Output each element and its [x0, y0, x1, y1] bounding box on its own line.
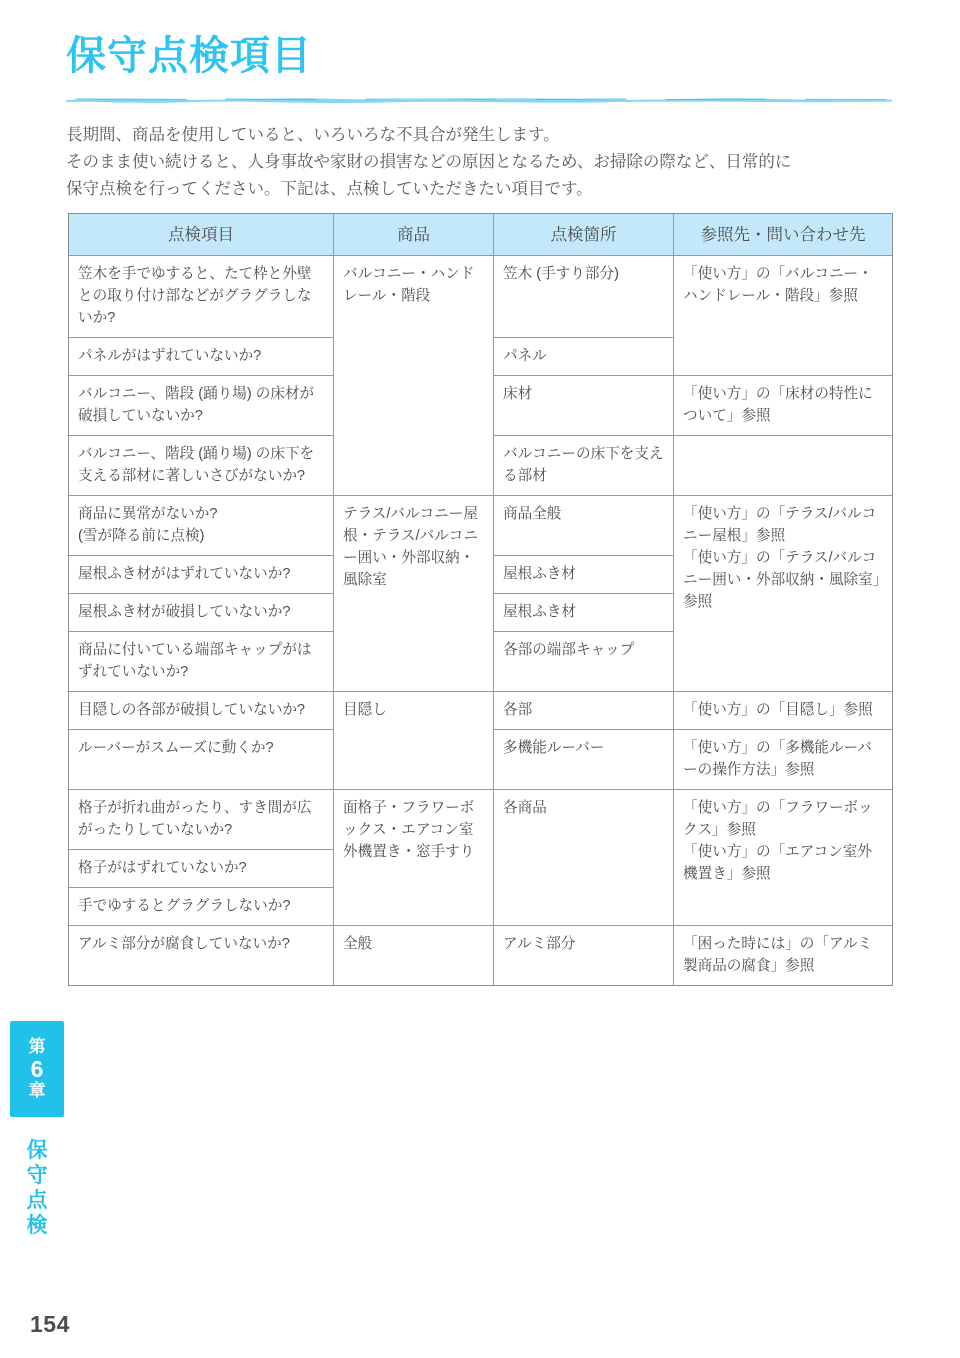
column-header-reference-contact: 参照先・問い合わせ先	[674, 214, 893, 256]
title-underline-decoration	[66, 96, 892, 103]
chapter-tab-prefix: 第	[28, 1037, 46, 1057]
table-header-row	[69, 214, 893, 256]
chapter-name-char: 検	[26, 1214, 48, 1237]
cell-product: バルコニー・ハンドレール・階段	[334, 256, 494, 496]
cell-inspection-item: 屋根ふき材がはずれていないか?	[69, 556, 334, 594]
chapter-name-char: 点	[26, 1189, 48, 1212]
intro-line-2: そのまま使い続けると、人身事故や家財の損害などの原因となるため、お掃除の際など、日常的に	[66, 153, 792, 171]
cell-inspection-item: ルーバーがスムーズに動くか?	[69, 730, 334, 790]
page-number: 154	[30, 1311, 70, 1337]
table-row	[69, 496, 893, 556]
cell-reference: 「困った時には」の「アルミ製商品の腐食」参照	[674, 926, 893, 986]
inspection-table	[68, 213, 893, 986]
cell-inspection-item: パネルがはずれていないか?	[69, 338, 334, 376]
chapter-tab	[10, 1021, 64, 1117]
column-header-inspection-location: 点検箇所	[494, 214, 674, 256]
cell-inspection-item: 格子がはずれていないか?	[69, 850, 334, 888]
cell-inspection-item: 格子が折れ曲がったり、すき間が広がったりしていないか?	[69, 790, 334, 850]
cell-inspection-location: 各部の端部キャップ	[494, 632, 674, 692]
cell-product: 全般	[334, 926, 494, 986]
table-body	[69, 256, 893, 986]
cell-inspection-item: 屋根ふき材が破損していないか?	[69, 594, 334, 632]
chapter-tab-suffix: 章	[28, 1081, 46, 1101]
cell-reference: 「使い方」の「床材の特性について」参照	[674, 376, 893, 436]
cell-inspection-item: 笠木を手でゆすると、たて枠と外壁との取り付け部などがグラグラしないか?	[69, 256, 334, 338]
intro-line-1: 長期間、商品を使用していると、いろいろな不具合が発生します。	[66, 126, 560, 144]
table-row	[69, 790, 893, 850]
cell-reference: 「使い方」の「テラス/バルコニー屋根」参照 「使い方」の「テラス/バルコニー囲い・外部収納・風除室」参照	[674, 496, 893, 692]
cell-inspection-location: アルミ部分	[494, 926, 674, 986]
chapter-name-vertical	[22, 1138, 52, 1238]
cell-reference: 「使い方」の「多機能ルーバーの操作方法」参照	[674, 730, 893, 790]
column-header-product: 商品	[334, 214, 494, 256]
chapter-name-char: 保	[26, 1139, 48, 1162]
cell-inspection-item: アルミ部分が腐食していないか?	[69, 926, 334, 986]
cell-inspection-item: 手でゆするとグラグラしないか?	[69, 888, 334, 926]
intro-line-3: 保守点検を行ってください。下記は、点検していただきたい項目です。	[66, 180, 593, 198]
cell-inspection-location: 各部	[494, 692, 674, 730]
table-row	[69, 256, 893, 338]
cell-inspection-location: 屋根ふき材	[494, 556, 674, 594]
cell-product: 目隠し	[334, 692, 494, 790]
cell-reference	[674, 436, 893, 496]
inspection-table-container	[68, 213, 892, 986]
cell-inspection-item: 目隠しの各部が破損していないか?	[69, 692, 334, 730]
cell-reference: 「使い方」の「バルコニー・ハンドレール・階段」参照	[674, 256, 893, 376]
table-row	[69, 692, 893, 730]
cell-inspection-item: バルコニー、階段 (踊り場) の床下を支える部材に著しいさびがないか?	[69, 436, 334, 496]
cell-inspection-location: 屋根ふき材	[494, 594, 674, 632]
chapter-name-char: 守	[26, 1164, 48, 1187]
cell-inspection-location: 笠木 (手すり部分)	[494, 256, 674, 338]
cell-inspection-location: 多機能ルーバー	[494, 730, 674, 790]
cell-product: 面格子・フラワーボックス・エアコン室外機置き・窓手すり	[334, 790, 494, 926]
intro-paragraph	[66, 122, 906, 203]
cell-inspection-item: 商品に付いている端部キャップがはずれていないか?	[69, 632, 334, 692]
cell-inspection-location: 各商品	[494, 790, 674, 926]
cell-product: テラス/バルコニー屋根・テラス/バルコニー囲い・外部収納・風除室	[334, 496, 494, 692]
chapter-tab-number: 6	[30, 1055, 44, 1082]
cell-inspection-location: 床材	[494, 376, 674, 436]
cell-inspection-location: 商品全般	[494, 496, 674, 556]
cell-reference: 「使い方」の「フラワーボックス」参照 「使い方」の「エアコン室外機置き」参照	[674, 790, 893, 926]
cell-inspection-location: バルコニーの床下を支える部材	[494, 436, 674, 496]
cell-inspection-location: パネル	[494, 338, 674, 376]
table-row	[69, 926, 893, 986]
cell-inspection-item: 商品に異常がないか? (雪が降る前に点検)	[69, 496, 334, 556]
cell-inspection-item: バルコニー、階段 (踊り場) の床材が破損していないか?	[69, 376, 334, 436]
cell-reference: 「使い方」の「目隠し」参照	[674, 692, 893, 730]
page-title: 保守点検項目	[66, 34, 312, 78]
column-header-inspection-item: 点検項目	[69, 214, 334, 256]
